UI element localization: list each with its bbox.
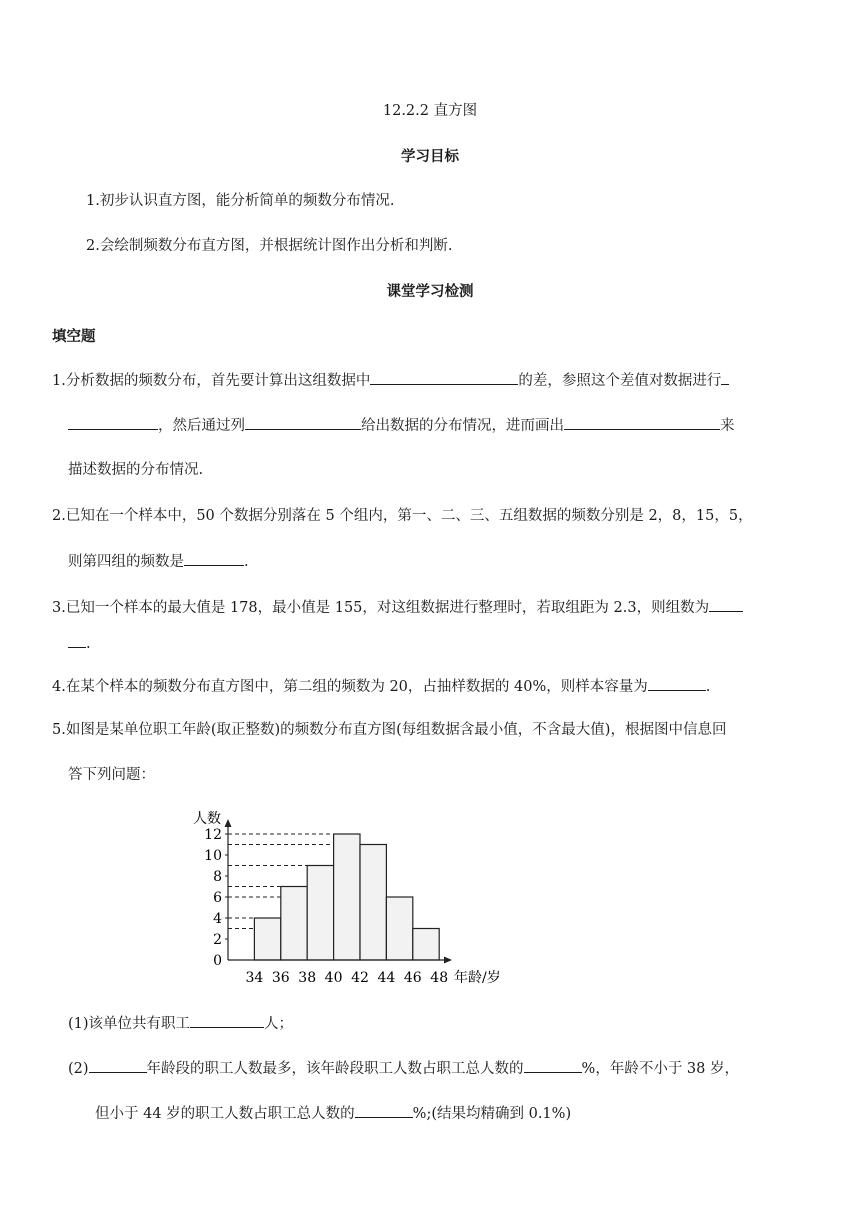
q1-text: 1.分析数据的频数分布，首先要计算出这组数据中 xyxy=(52,373,371,389)
x-tick-label: 40 xyxy=(324,970,343,986)
q5-text: 人； xyxy=(264,1016,294,1032)
answer-blank[interactable] xyxy=(68,415,158,430)
y-tick-label: 6 xyxy=(213,890,222,906)
x-tick-label: 44 xyxy=(377,970,396,986)
y-tick-label: 8 xyxy=(213,869,222,885)
q4-text: 4.在某个样本的频数分布直方图中，第二组的频数为 20，占抽样数据的 40%，则样本容量为 xyxy=(52,679,648,695)
q3-text: . xyxy=(86,636,91,652)
answer-blank[interactable] xyxy=(564,415,720,430)
goal-item: 1.初步认识直方图，能分析简单的频数分布情况. xyxy=(86,193,395,209)
x-axis-label: 年龄/岁 xyxy=(454,970,501,986)
q5-text: 年龄段的职工人数最多，该年龄段职工人数占职工总人数的 xyxy=(146,1061,524,1077)
histogram-bar xyxy=(281,887,307,961)
answer-blank[interactable] xyxy=(524,1058,582,1073)
section-label: 填空题 xyxy=(52,329,96,345)
question-5-line2: 答下列问题： xyxy=(68,767,155,783)
question-3 xyxy=(52,597,743,618)
question-2: 2.已知在一个样本中，50 个数据分别落在 5 个组内，第一、二、三、五组数据的频数分别是 2，8，15，5， xyxy=(52,508,753,524)
answer-blank[interactable] xyxy=(709,597,743,612)
answer-blank[interactable] xyxy=(184,551,244,566)
question-4 xyxy=(52,676,710,697)
sub-question-1 xyxy=(68,1013,293,1034)
q5-text: %;(结果均精确到 0.1%) xyxy=(412,1106,572,1122)
question-2-line2 xyxy=(68,551,249,572)
histogram-bar xyxy=(386,897,412,960)
histogram-bar xyxy=(360,845,386,961)
histogram-bar xyxy=(334,834,360,960)
q5-text: 但小于 44 岁的职工人数占职工总人数的 xyxy=(95,1106,355,1122)
y-axis-arrow-icon xyxy=(225,819,232,827)
goal-item: 2.会绘制频数分布直方图，并根据统计图作出分析和判断. xyxy=(86,238,453,254)
y-tick-label: 2 xyxy=(213,932,222,948)
q1-text: ，然后通过列 xyxy=(158,418,245,434)
check-heading: 课堂学习检测 xyxy=(386,284,474,300)
histogram-bar xyxy=(254,918,280,960)
x-tick-label: 46 xyxy=(403,970,422,986)
x-tick-label: 36 xyxy=(271,970,290,986)
question-1 xyxy=(52,370,729,391)
answer-blank[interactable] xyxy=(355,1103,413,1118)
x-tick-label: 48 xyxy=(430,970,449,986)
y-tick-label: 4 xyxy=(213,911,222,927)
answer-blank[interactable] xyxy=(68,633,86,648)
q5-text: (2) xyxy=(68,1061,89,1077)
q1-text: 来 xyxy=(720,418,735,434)
age-histogram xyxy=(180,800,520,995)
q4-text: . xyxy=(705,679,711,695)
question-1-line2 xyxy=(68,415,735,436)
histogram-bar xyxy=(413,929,439,961)
answer-blank[interactable] xyxy=(245,415,361,430)
answer-blank[interactable] xyxy=(370,370,518,385)
x-tick-label: 38 xyxy=(298,970,317,986)
y-axis-label: 人数 xyxy=(193,811,221,827)
y-tick-label: 12 xyxy=(204,827,222,843)
answer-blank[interactable] xyxy=(89,1058,147,1073)
q1-text: 描述数据的分布情况. xyxy=(68,462,204,478)
answer-blank[interactable] xyxy=(648,676,706,691)
answer-blank[interactable] xyxy=(190,1013,264,1028)
q2-text: 则第四组的频数是 xyxy=(68,554,184,570)
answer-blank[interactable] xyxy=(721,370,729,385)
y-tick-label: 10 xyxy=(204,848,222,864)
y-tick-label: 0 xyxy=(213,953,222,969)
q2-text: . xyxy=(244,554,249,570)
goals-heading: 学习目标 xyxy=(401,149,459,165)
q5-text: %，年龄不小于 38 岁， xyxy=(581,1061,739,1077)
q1-text: 给出数据的分布情况，进而画出 xyxy=(361,418,564,434)
sub-question-2 xyxy=(68,1058,739,1079)
x-tick-label: 34 xyxy=(245,970,264,986)
page-title: 12.2.2 直方图 xyxy=(382,103,478,119)
x-axis-arrow-icon xyxy=(444,957,452,964)
question-3-line2 xyxy=(68,633,91,654)
sub-question-2-line2 xyxy=(95,1103,571,1124)
question-5: 5.如图是某单位职工年龄(取正整数)的频数分布直方图(每组数据含最小值，不含最大值)，根据图中信息回 xyxy=(52,722,727,738)
q5-text: (1)该单位共有职工 xyxy=(68,1016,191,1032)
q3-text: 3.已知一个样本的最大值是 178，最小值是 155，对这组数据进行整理时，若取组距为 2.3，则组数为 xyxy=(52,600,710,616)
q1-text: 的差，参照这个差值对数据进行 xyxy=(518,373,722,389)
histogram-bar xyxy=(307,866,333,961)
x-tick-label: 42 xyxy=(351,970,369,986)
